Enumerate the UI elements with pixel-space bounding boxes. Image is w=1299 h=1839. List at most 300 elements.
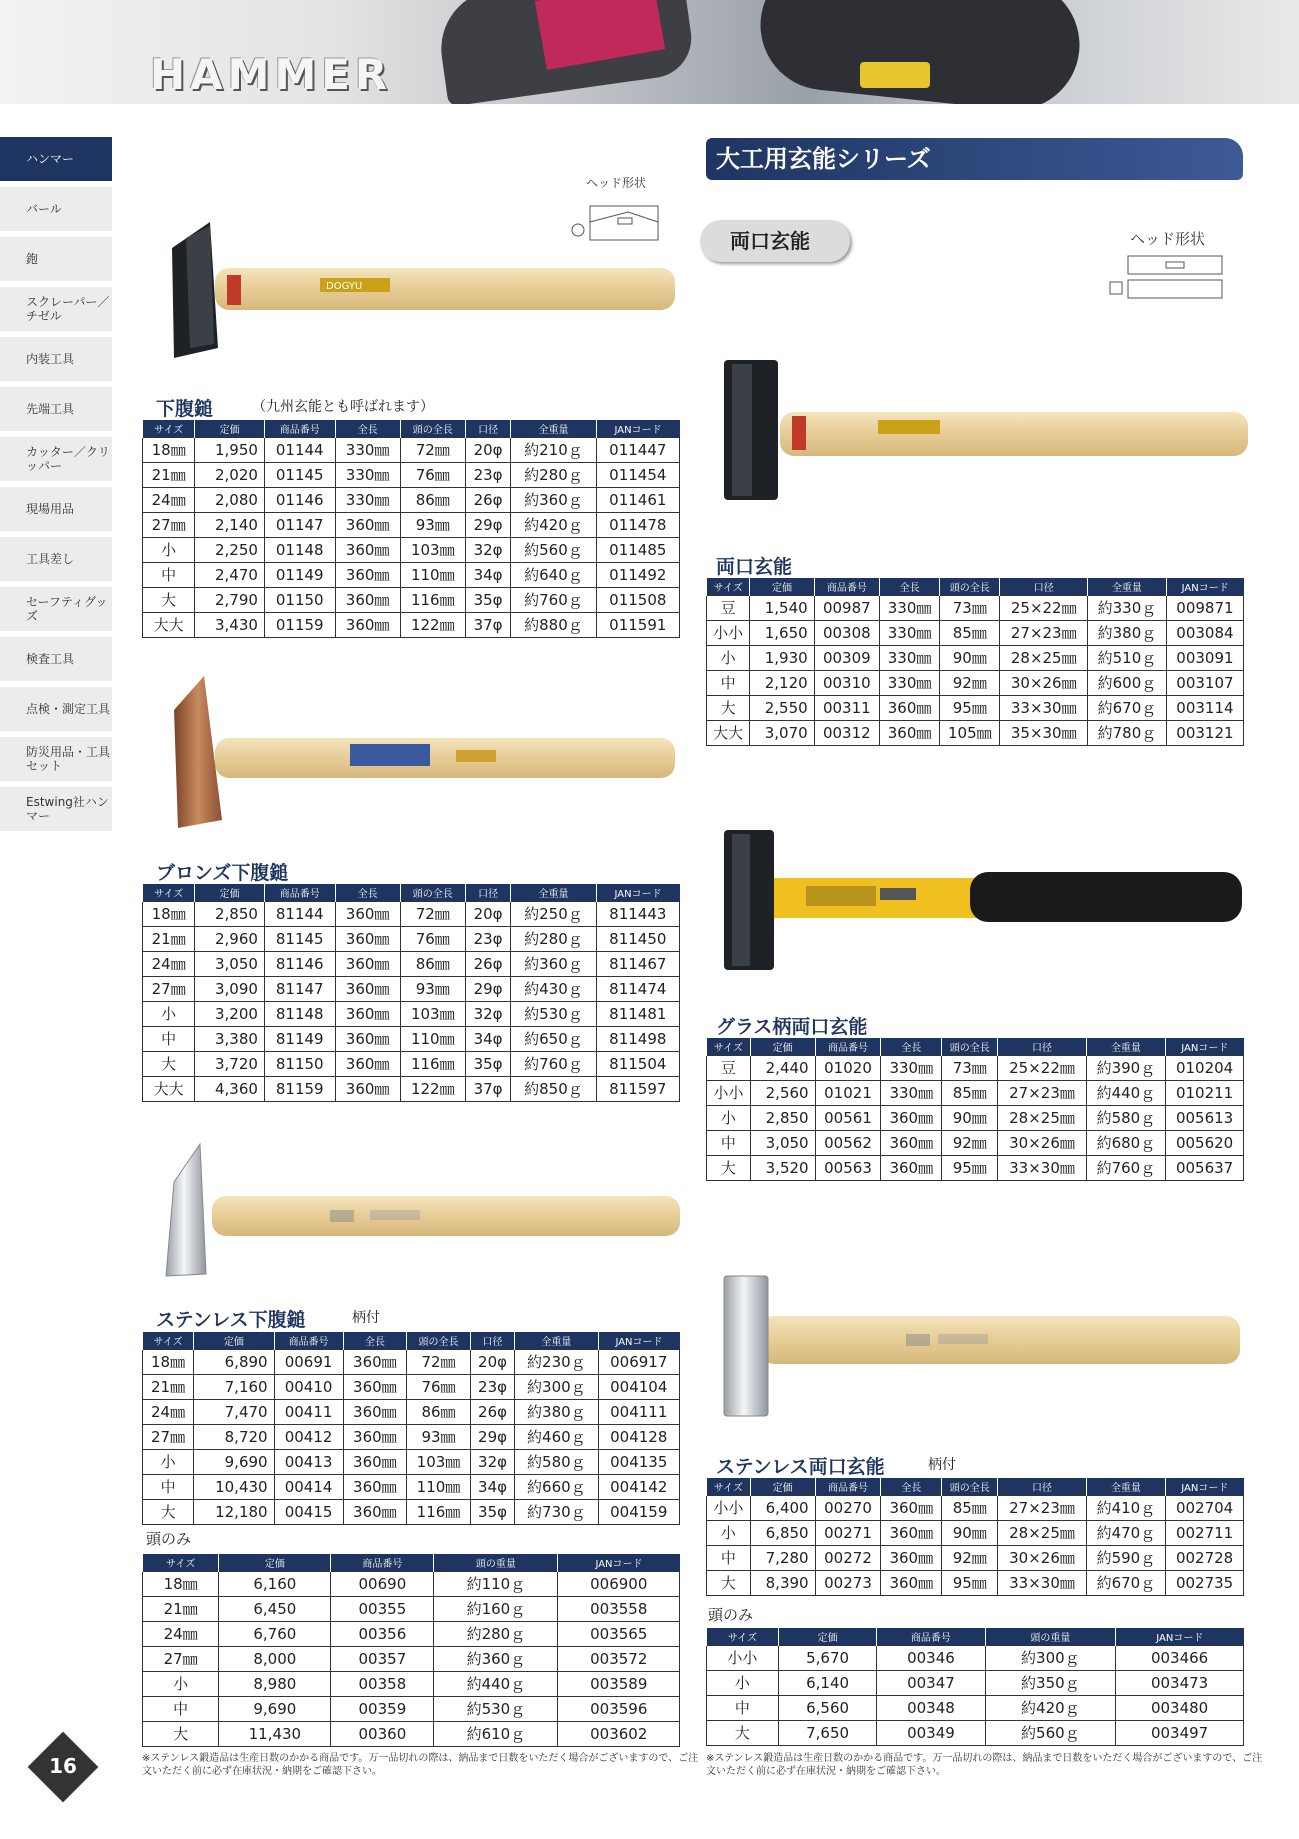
table-cell: 330㎜ — [879, 620, 939, 645]
table-cell: 12,180 — [194, 1499, 274, 1524]
table-row — [707, 1155, 1244, 1180]
table-cell: 6,560 — [778, 1695, 876, 1720]
table-cell: 18㎜ — [143, 1571, 219, 1596]
table-cell: 116㎜ — [407, 1499, 471, 1524]
table-cell: 小 — [143, 1001, 195, 1026]
table-cell: 約470ｇ — [1086, 1520, 1165, 1545]
table-cell: 103㎜ — [407, 1449, 471, 1474]
hammer-photo-ryoguchi — [720, 356, 1250, 506]
table-row — [143, 1596, 680, 1621]
table-cell: 9,690 — [219, 1696, 331, 1721]
table-cell: 76㎜ — [400, 462, 465, 487]
table-cell: 72㎜ — [400, 901, 465, 926]
table-title-stainless: ステンレス下腹鎚 — [156, 1305, 306, 1332]
table-cell: 7,650 — [778, 1720, 876, 1745]
table-cell: 6,850 — [750, 1520, 815, 1545]
table-row — [707, 1545, 1244, 1570]
table-cell: 85㎜ — [940, 620, 1000, 645]
banner-title: HAMMER — [150, 50, 393, 99]
table-header-cell: JANコード — [1166, 1038, 1244, 1055]
table-cell: 00346 — [877, 1645, 985, 1670]
table-cell: 003565 — [558, 1621, 680, 1646]
table-row — [143, 976, 680, 1001]
table-cell: 小 — [707, 1520, 751, 1545]
table-cell: 72㎜ — [400, 437, 465, 462]
table-cell: 72㎜ — [407, 1349, 471, 1374]
table-cell: 01021 — [815, 1080, 881, 1105]
sidebar-item[interactable]: 鉋 — [0, 237, 112, 281]
table-cell: 003480 — [1116, 1695, 1244, 1720]
table-cell: 2,470 — [195, 562, 265, 587]
table-title-glass-handle: グラス柄両口玄能 — [716, 1012, 867, 1039]
table-cell: 90㎜ — [942, 1105, 998, 1130]
table-cell: 009871 — [1166, 595, 1243, 620]
table-cell: 00563 — [815, 1155, 881, 1180]
table-cell: 360㎜ — [881, 1570, 942, 1595]
table-cell: 011454 — [596, 462, 679, 487]
table-cell: 約660ｇ — [515, 1474, 598, 1499]
table-cell: 約670ｇ — [1088, 695, 1167, 720]
table-cell: 93㎜ — [400, 976, 465, 1001]
sidebar-item[interactable]: 工具差し — [0, 537, 112, 581]
table-cell: 約530ｇ — [434, 1696, 558, 1721]
table-header-cell: サイズ — [707, 1628, 779, 1645]
table-cell: 25×22㎜ — [1000, 595, 1088, 620]
table-cell: 30×26㎜ — [998, 1545, 1086, 1570]
table-cell: 約760ｇ — [1086, 1155, 1165, 1180]
table-cell: 30×26㎜ — [998, 1130, 1086, 1155]
table-cell: 大 — [143, 1721, 219, 1746]
table-cell: 00273 — [815, 1570, 881, 1595]
table-cell: 002728 — [1166, 1545, 1244, 1570]
table-cell: 00358 — [331, 1671, 434, 1696]
table-row — [143, 901, 680, 926]
table-cell: 103㎜ — [400, 1001, 465, 1026]
table-cell: 110㎜ — [400, 562, 465, 587]
table-row — [707, 720, 1244, 745]
table-cell: 27㎜ — [143, 1424, 194, 1449]
table-header-cell: 全長 — [881, 1478, 942, 1495]
table-header-cell: 口径 — [998, 1478, 1086, 1495]
table-cell: 5,670 — [778, 1645, 876, 1670]
table-cell: 約580ｇ — [515, 1449, 598, 1474]
table-header-cell: サイズ — [707, 1478, 751, 1495]
table-cell: 約160ｇ — [434, 1596, 558, 1621]
sidebar-item[interactable]: スクレーパー／チゼル — [0, 287, 112, 331]
table-cell: 2,960 — [195, 926, 265, 951]
table-row — [707, 1055, 1244, 1080]
table-row — [143, 1696, 680, 1721]
table-cell: 81145 — [264, 926, 335, 951]
table-row — [143, 926, 680, 951]
table-cell: 6,760 — [219, 1621, 331, 1646]
table-cell: 約560ｇ — [985, 1720, 1116, 1745]
table-cell: 360㎜ — [343, 1374, 407, 1399]
table-cell: 約530ｇ — [511, 1001, 596, 1026]
table-row — [707, 1130, 1244, 1155]
hammer-photo-glass-handle — [720, 826, 1250, 976]
table-cell: 20φ — [470, 1349, 514, 1374]
table-cell: 大大 — [143, 1076, 195, 1101]
table-row — [707, 1720, 1244, 1745]
table-header-cell: 全長 — [335, 420, 400, 437]
table-cell: 90㎜ — [940, 645, 1000, 670]
hammer-photo-bronze — [160, 670, 680, 830]
table-cell: 01147 — [264, 512, 335, 537]
table-cell: 18㎜ — [143, 901, 195, 926]
table-cell: 360㎜ — [335, 976, 400, 1001]
table-cell: 00347 — [877, 1670, 985, 1695]
table-cell: 360㎜ — [343, 1474, 407, 1499]
table-cell: 1,950 — [195, 437, 265, 462]
table-header-cell: サイズ — [143, 884, 195, 901]
table-header-cell: 定価 — [750, 1478, 815, 1495]
table-cell: 小 — [707, 1105, 751, 1130]
table-cell: 3,720 — [195, 1051, 265, 1076]
table-cell: 011447 — [596, 437, 679, 462]
table-cell: 01144 — [264, 437, 335, 462]
table-cell: 360㎜ — [881, 1105, 942, 1130]
category-pill: 両口玄能 — [700, 220, 850, 262]
heads-only-title-right: 頭のみ — [708, 1606, 754, 1624]
table-cell: 2,790 — [195, 587, 265, 612]
table-header-cell: 全重量 — [515, 1332, 598, 1349]
table-header-cell: サイズ — [143, 420, 195, 437]
table-row — [143, 462, 680, 487]
table-cell: 01020 — [815, 1055, 881, 1080]
table-cell: 20φ — [465, 437, 511, 462]
table-row — [143, 1646, 680, 1671]
page-number: 16 — [49, 1754, 77, 1778]
table-cell: 00309 — [814, 645, 879, 670]
table-cell: 35φ — [465, 587, 511, 612]
table-cell: 約510ｇ — [1088, 645, 1167, 670]
table-header-cell: 商品番号 — [274, 1332, 343, 1349]
table-cell: 10,430 — [194, 1474, 274, 1499]
table-cell: 6,140 — [778, 1670, 876, 1695]
table-cell: 約350ｇ — [985, 1670, 1116, 1695]
banner-hammer-photo-2 — [754, 0, 1086, 104]
table-cell: 約610ｇ — [434, 1721, 558, 1746]
table-row — [143, 1399, 680, 1424]
table-row — [143, 1349, 680, 1374]
table-cell: 011508 — [596, 587, 679, 612]
table-cell: 330㎜ — [879, 595, 939, 620]
table-header-cell: 商品番号 — [264, 884, 335, 901]
table-row — [707, 1495, 1244, 1520]
table-cell: 中 — [143, 562, 195, 587]
table-cell: 002711 — [1166, 1520, 1244, 1545]
page-banner — [0, 0, 1299, 104]
table-cell: 006917 — [598, 1349, 680, 1374]
table-cell: 005613 — [1166, 1105, 1244, 1130]
table-cell: 00414 — [274, 1474, 343, 1499]
table-cell: 28×25㎜ — [1000, 645, 1088, 670]
sidebar — [0, 137, 112, 837]
table-cell: 21㎜ — [143, 462, 195, 487]
table-cell: 約640ｇ — [511, 562, 596, 587]
table-cell: 003497 — [1116, 1720, 1244, 1745]
table-cell: 00349 — [877, 1720, 985, 1745]
table-header-cell: 定価 — [195, 884, 265, 901]
table-cell: 00308 — [814, 620, 879, 645]
table-header-cell: 定価 — [194, 1332, 274, 1349]
table-cell: 28×25㎜ — [998, 1520, 1086, 1545]
table-cell: 約420ｇ — [985, 1695, 1116, 1720]
table-cell: 003466 — [1116, 1645, 1244, 1670]
table-cell: 360㎜ — [335, 537, 400, 562]
table-cell: 011492 — [596, 562, 679, 587]
table-cell: 360㎜ — [343, 1424, 407, 1449]
table-cell: 330㎜ — [335, 462, 400, 487]
table-cell: 約380ｇ — [515, 1399, 598, 1424]
table-cell: 360㎜ — [335, 901, 400, 926]
table-cell: 003121 — [1166, 720, 1243, 745]
table-cell: 27×23㎜ — [1000, 620, 1088, 645]
table-cell: 00359 — [331, 1696, 434, 1721]
sidebar-item[interactable]: セーフティグッズ — [0, 587, 112, 631]
table-cell: 122㎜ — [400, 612, 465, 637]
table-cell: 3,520 — [750, 1155, 815, 1180]
table-header-cell: 商品番号 — [815, 1478, 881, 1495]
table-cell: 360㎜ — [335, 1026, 400, 1051]
table-header-cell: 頭の全長 — [940, 578, 1000, 595]
table-cell: 005620 — [1166, 1130, 1244, 1155]
table-cell: 103㎜ — [400, 537, 465, 562]
sidebar-item[interactable]: 検査工具 — [0, 637, 112, 681]
table-cell: 11,430 — [219, 1721, 331, 1746]
table-title-stainless-ryoguchi: ステンレス両口玄能 — [716, 1452, 885, 1479]
table-header-cell: JANコード — [596, 420, 679, 437]
table-cell: 約280ｇ — [434, 1621, 558, 1646]
table-cell: 00271 — [815, 1520, 881, 1545]
table-cell: 2,440 — [750, 1055, 815, 1080]
table-cell: 8,390 — [750, 1570, 815, 1595]
table-cell: 3,050 — [195, 951, 265, 976]
table-header-cell: サイズ — [707, 578, 750, 595]
table-cell: 約230ｇ — [515, 1349, 598, 1374]
table-cell: 004111 — [598, 1399, 680, 1424]
sidebar-item[interactable]: 防災用品・工具セット — [0, 737, 112, 781]
table-cell: 360㎜ — [881, 1155, 942, 1180]
sidebar-item[interactable]: バール — [0, 187, 112, 231]
table-cell: 81149 — [264, 1026, 335, 1051]
table-cell: 93㎜ — [400, 512, 465, 537]
table-cell: 約680ｇ — [1086, 1130, 1165, 1155]
sidebar-item[interactable]: 現場用品 — [0, 487, 112, 531]
table-cell: 00270 — [815, 1495, 881, 1520]
table-header-cell: 定価 — [750, 578, 814, 595]
table-cell: 29φ — [470, 1424, 514, 1449]
table-cell: 010211 — [1166, 1080, 1244, 1105]
table-row — [143, 437, 680, 462]
table-cell: 002704 — [1166, 1495, 1244, 1520]
table-cell: 00348 — [877, 1695, 985, 1720]
table-note-shitabara: （九州玄能とも呼ばれます） — [252, 399, 434, 415]
sidebar-item[interactable]: Estwing社ハンマー — [0, 787, 112, 831]
table-cell: 811498 — [596, 1026, 679, 1051]
table-cell: 1,650 — [750, 620, 814, 645]
table-cell: 00690 — [331, 1571, 434, 1596]
table-cell: 360㎜ — [881, 1130, 942, 1155]
table-cell: 約760ｇ — [511, 587, 596, 612]
table-cell: 中 — [707, 1695, 779, 1720]
table-cell: 約360ｇ — [434, 1646, 558, 1671]
table-cell: 27㎜ — [143, 512, 195, 537]
table-cell: 2,550 — [750, 695, 814, 720]
table-cell: 00413 — [274, 1449, 343, 1474]
table-cell: 約440ｇ — [434, 1671, 558, 1696]
table-cell: 34φ — [465, 562, 511, 587]
table-cell: 81146 — [264, 951, 335, 976]
table-cell: 811443 — [596, 901, 679, 926]
table-cell: 6,400 — [750, 1495, 815, 1520]
sidebar-item[interactable]: 点検・測定工具 — [0, 687, 112, 731]
table-row — [143, 1621, 680, 1646]
table-cell: 86㎜ — [400, 487, 465, 512]
table-cell: 00691 — [274, 1349, 343, 1374]
table-cell: 00272 — [815, 1545, 881, 1570]
table-header-cell: 商品番号 — [331, 1554, 434, 1571]
table-cell: 011591 — [596, 612, 679, 637]
table-cell: 330㎜ — [879, 645, 939, 670]
table-cell: 大 — [143, 1499, 194, 1524]
table-row — [143, 1001, 680, 1026]
table-cell: 3,070 — [750, 720, 814, 745]
table-cell: 小 — [143, 1449, 194, 1474]
table-cell: 00415 — [274, 1499, 343, 1524]
table-cell: 約420ｇ — [511, 512, 596, 537]
table-cell: 330㎜ — [881, 1055, 942, 1080]
table-cell: 大 — [707, 695, 750, 720]
table-cell: 93㎜ — [407, 1424, 471, 1449]
table-cell: 003107 — [1166, 670, 1243, 695]
table-cell: 360㎜ — [881, 1495, 942, 1520]
table-cell: 811467 — [596, 951, 679, 976]
table-cell: 約430ｇ — [511, 976, 596, 1001]
spec-table-bronze — [142, 884, 680, 1102]
table-header-cell: JANコード — [1166, 578, 1243, 595]
table-cell: 105㎜ — [940, 720, 1000, 745]
table-cell: 約850ｇ — [511, 1076, 596, 1101]
table-cell: 92㎜ — [942, 1545, 998, 1570]
table-cell: 小小 — [707, 1645, 779, 1670]
table-cell: 811450 — [596, 926, 679, 951]
table-cell: 2,080 — [195, 487, 265, 512]
table-cell: 21㎜ — [143, 1596, 219, 1621]
sidebar-item[interactable]: 先端工具 — [0, 387, 112, 431]
table-cell: 21㎜ — [143, 926, 195, 951]
spec-table-ryoguchi — [706, 578, 1244, 746]
table-cell: 360㎜ — [335, 1051, 400, 1076]
table-cell: 00412 — [274, 1424, 343, 1449]
table-cell: 81150 — [264, 1051, 335, 1076]
table-cell: 360㎜ — [879, 695, 939, 720]
table-cell: 81159 — [264, 1076, 335, 1101]
hammer-photo-shitabara — [160, 218, 680, 368]
sidebar-item[interactable]: カッター／クリッパー — [0, 437, 112, 481]
handle-brand-text: DOGYU — [326, 281, 363, 292]
table-header-cell: サイズ — [143, 1554, 219, 1571]
table-cell: 2,560 — [750, 1080, 815, 1105]
table-header-cell: 頭の全長 — [400, 420, 465, 437]
table-cell: 約670ｇ — [1086, 1570, 1165, 1595]
hammer-photo-stainless — [160, 1140, 680, 1280]
table-cell: 7,160 — [194, 1374, 274, 1399]
table-cell: 003114 — [1166, 695, 1243, 720]
table-row — [143, 1076, 680, 1101]
table-cell: 360㎜ — [343, 1449, 407, 1474]
table-cell: 92㎜ — [940, 670, 1000, 695]
table-cell: 24㎜ — [143, 951, 195, 976]
table-cell: 00360 — [331, 1721, 434, 1746]
table-header-cell: JANコード — [1166, 1478, 1244, 1495]
table-cell: 90㎜ — [942, 1520, 998, 1545]
table-cell: 360㎜ — [881, 1545, 942, 1570]
table-cell: 27×23㎜ — [998, 1495, 1086, 1520]
table-cell: 003589 — [558, 1671, 680, 1696]
table-cell: 8,000 — [219, 1646, 331, 1671]
table-cell: 95㎜ — [942, 1570, 998, 1595]
table-cell: 2,020 — [195, 462, 265, 487]
table-cell: 24㎜ — [143, 1399, 194, 1424]
head-shape-label-right: ヘッド形状 — [1130, 230, 1206, 248]
sidebar-item[interactable]: ハンマー — [0, 137, 112, 181]
table-cell: 約560ｇ — [511, 537, 596, 562]
table-row — [143, 562, 680, 587]
table-cell: 95㎜ — [942, 1155, 998, 1180]
table-header-cell: 口径 — [470, 1332, 514, 1349]
table-cell: 330㎜ — [335, 437, 400, 462]
table-row — [707, 1645, 1244, 1670]
table-cell: 003084 — [1166, 620, 1243, 645]
table-cell: 32φ — [470, 1449, 514, 1474]
table-cell: 00357 — [331, 1646, 434, 1671]
table-cell: 33×30㎜ — [1000, 695, 1088, 720]
table-cell: 7,470 — [194, 1399, 274, 1424]
table-cell: 00411 — [274, 1399, 343, 1424]
table-cell: 7,280 — [750, 1545, 815, 1570]
footnote-right: ※ステンレス鍛造品は生産日数のかかる商品です。万一品切れの際は、納品まで日数をいただく場合がございますので、ご注文いただく前に必ず在庫状況・納期をご確認下さい。 — [706, 1753, 1263, 1777]
table-cell: 約600ｇ — [1088, 670, 1167, 695]
spec-table-heads-only-right — [706, 1628, 1244, 1746]
table-cell: 73㎜ — [942, 1055, 998, 1080]
table-cell: 大 — [707, 1570, 751, 1595]
table-header-cell: 全長 — [881, 1038, 942, 1055]
table-row — [143, 1051, 680, 1076]
table-cell: 360㎜ — [343, 1499, 407, 1524]
table-cell: 00312 — [814, 720, 879, 745]
table-cell: 8,980 — [219, 1671, 331, 1696]
sidebar-item[interactable]: 内装工具 — [0, 337, 112, 381]
table-cell: 116㎜ — [400, 587, 465, 612]
table-cell: 360㎜ — [879, 720, 939, 745]
table-cell: 33×30㎜ — [998, 1570, 1086, 1595]
table-cell: 27㎜ — [143, 976, 195, 1001]
table-cell: 34φ — [465, 1026, 511, 1051]
table-header-cell: 口径 — [1000, 578, 1088, 595]
table-cell: 約880ｇ — [511, 612, 596, 637]
table-cell: 004135 — [598, 1449, 680, 1474]
table-row — [143, 1374, 680, 1399]
table-cell: 004159 — [598, 1499, 680, 1524]
table-cell: 76㎜ — [400, 926, 465, 951]
table-cell: 00561 — [815, 1105, 881, 1130]
table-title-shitabara: 下腹鎚 — [156, 394, 213, 421]
table-cell: 大大 — [707, 720, 750, 745]
footnote-left: ※ステンレス鍛造品は生産日数のかかる商品です。万一品切れの際は、納品まで日数をいただく場合がございますので、ご注文いただく前に必ず在庫状況・納期をご確認下さい。 — [142, 1753, 699, 1777]
table-cell: 約410ｇ — [1086, 1495, 1165, 1520]
